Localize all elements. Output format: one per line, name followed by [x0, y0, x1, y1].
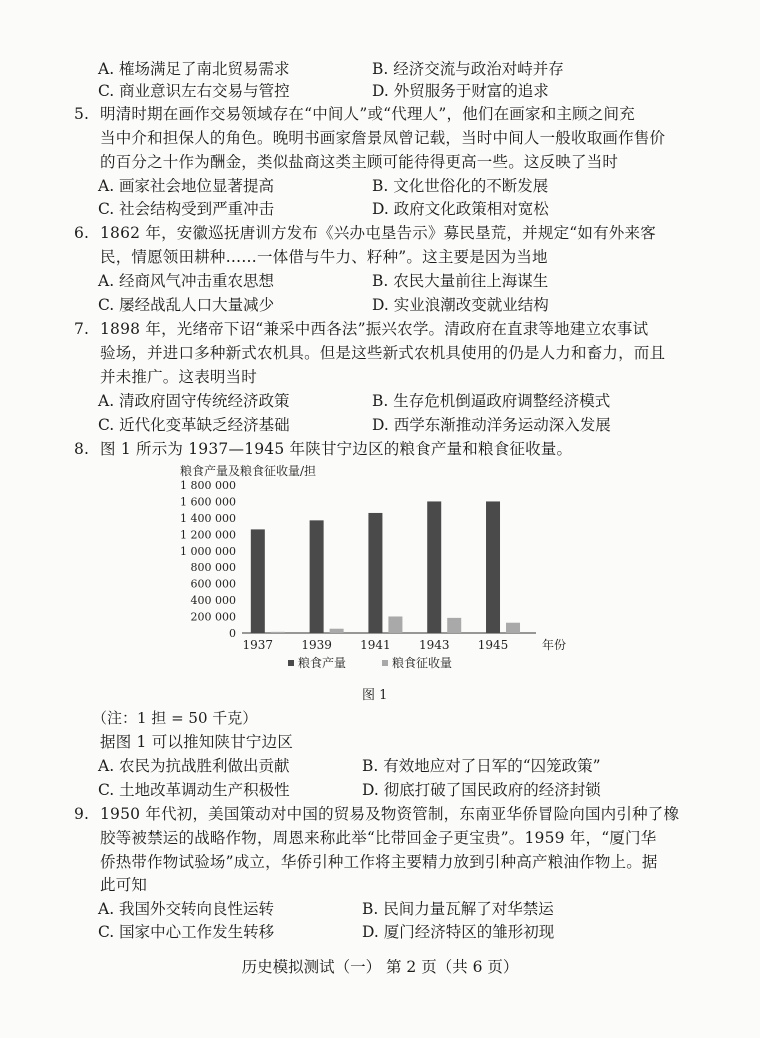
chart-legend — [288, 655, 452, 670]
bar-production — [251, 529, 265, 633]
q8-stem-line-1: 8. 图 1 所示为 1937—1945 年陕甘宁边区的粮食产量和粮食征收量。 — [74, 440, 573, 458]
q5-stem-line-3: 的百分之十作为酬金，类似盐商这类主顾可能待得更高一些。这反映了当时 — [100, 153, 619, 171]
q9-stem-line-1: 9. 1950 年代初，美国策动对中国的贸易及物资管制，东南亚华侨冒险向国内引种了橡 — [74, 805, 680, 823]
q6-stem-line-1: 6. 1862 年，安徽巡抚唐训方发布《兴办屯垦告示》募民垦荒，并规定“如有外来客 — [74, 224, 656, 242]
q6-option-a: A. 经商风气冲击重农思想 — [98, 272, 275, 290]
x-tick-label: 1945 — [477, 638, 509, 652]
q7-option-a: A. 清政府固守传统经济政策 — [98, 392, 290, 410]
q8-option-a: A. 农民为抗战胜利做出贡献 — [98, 757, 290, 775]
y-tick-label: 800 000 — [190, 561, 236, 575]
bar-levy — [447, 618, 461, 633]
bar-production — [486, 501, 500, 633]
q4-option-c: C. 商业意识左右交易与管控 — [98, 82, 290, 100]
q4-option-b: B. 经济交流与政治对峙并存 — [372, 60, 564, 78]
q5-option-a: A. 画家社会地位显著提高 — [98, 177, 275, 195]
q7-option-d: D. 西学东渐推动洋务运动深入发展 — [372, 416, 611, 434]
y-tick-label: 1 000 000 — [180, 544, 236, 558]
q8-option-d: D. 彻底打破了国民政府的经济封锁 — [362, 781, 601, 799]
legend-swatch-levy — [382, 660, 388, 666]
q4-option-a: A. 榷场满足了南北贸易需求 — [98, 60, 290, 78]
x-tick-label: 1943 — [418, 638, 450, 652]
q5-option-b: B. 文化世俗化的不断发展 — [372, 177, 549, 195]
y-tick-label: 200 000 — [190, 610, 236, 624]
bar-production — [427, 501, 441, 633]
q6-option-c: C. 屡经战乱人口大量减少 — [98, 296, 275, 314]
q7-stem-line-3: 并未推广。这表明当时 — [100, 368, 258, 386]
q7-stem-line-1: 7. 1898 年，光绪帝下诏“兼采中西各法”振兴农学。清政府在直隶等地建立农事试 — [74, 320, 649, 338]
x-tick-label: 1937 — [242, 638, 274, 652]
q6-option-d: D. 实业浪潮改变就业结构 — [372, 296, 549, 314]
legend-swatch-production — [288, 660, 294, 666]
q8-lead: 据图 1 可以推知陕甘宁边区 — [100, 733, 294, 751]
figure-caption: 图 1 — [362, 688, 388, 703]
legend-label-production: 粮食产量 — [298, 656, 347, 670]
q7-number: 7. — [74, 320, 90, 338]
q6-option-b: B. 农民大量前往上海谋生 — [372, 272, 549, 290]
q9-option-c: C. 国家中心工作发生转移 — [98, 923, 275, 941]
page-footer: 历史模拟测试（一） 第 2 页（共 6 页） — [241, 958, 519, 976]
bar-levy — [271, 632, 285, 633]
bar-production — [368, 513, 382, 633]
q9-number: 9. — [74, 805, 90, 823]
chart-bars — [251, 501, 520, 633]
y-tick-label: 400 000 — [190, 594, 236, 608]
q8-option-c: C. 土地改革调动生产积极性 — [98, 781, 290, 799]
x-tick-label: 1939 — [301, 638, 332, 652]
q5-option-c: C. 社会结构受到严重冲击 — [98, 200, 275, 218]
q9-option-d: D. 厦门经济特区的雏形初现 — [362, 923, 555, 941]
x-tick-label: 1941 — [360, 638, 391, 652]
q5-stem-line-2: 当中介和担保人的角色。晚明书画家詹景凤曾记载，当时中间人一般收取画作售价 — [100, 129, 666, 147]
q8-unit-note: （注：1 担 = 50 千克） — [92, 709, 258, 727]
y-tick-label: 0 — [229, 627, 236, 640]
q5-number: 5. — [74, 105, 90, 123]
chart-x-ticks — [243, 638, 509, 652]
q6-number: 6. — [74, 224, 90, 242]
q5-option-d: D. 政府文化政策相对宽松 — [372, 200, 549, 218]
q4-option-d: D. 外贸服务于财富的追求 — [372, 82, 549, 100]
y-tick-label: 1 600 000 — [180, 495, 236, 509]
bar-levy — [388, 616, 402, 633]
q9-stem-line-2: 胶等被禁运的战略作物，周恩来称此举“比带回金子更宝贵”。1959 年，“厦门华 — [100, 829, 657, 847]
chart-xlabel: 年份 — [542, 638, 567, 652]
q8-option-b: B. 有效地应对了日军的“囚笼政策” — [362, 757, 601, 775]
q7-stem-line-2: 验场，并进口多种新式农机具。但是这些新式农机具使用的仍是人力和畜力，而且 — [100, 344, 666, 362]
q9-stem-line-4: 此可知 — [100, 876, 148, 894]
y-tick-label: 600 000 — [190, 577, 236, 591]
q7-option-b: B. 生存危机倒逼政府调整经济模式 — [372, 392, 611, 410]
y-tick-label: 1 200 000 — [180, 528, 236, 542]
q9-option-a: A. 我国外交转向良性运转 — [98, 900, 275, 918]
bar-levy — [330, 629, 344, 633]
bar-levy — [506, 623, 520, 633]
q7-option-c: C. 近代化变革缺乏经济基础 — [98, 416, 290, 434]
chart-y-ticks — [180, 479, 236, 640]
q9-stem-line-3: 侨热带作物试验场”成立，华侨引种工作将主要精力放到引种高产粮油作物上。据 — [100, 853, 658, 871]
q5-stem-line-1: 5. 明清时期在画作交易领域存在“中间人”或“代理人”，他们在画家和主顾之间充 — [74, 105, 635, 123]
q9-option-b: B. 民间力量瓦解了对华禁运 — [362, 900, 554, 918]
legend-label-levy: 粮食征收量 — [392, 656, 453, 670]
q8-number: 8. — [74, 440, 90, 458]
q6-stem-line-2: 民，情愿领田耕种……一体借与牛力、籽种”。这主要是因为当地 — [100, 248, 548, 266]
grain-chart — [170, 463, 610, 673]
bar-production — [310, 520, 324, 633]
y-tick-label: 1 800 000 — [180, 479, 236, 492]
y-tick-label: 1 400 000 — [180, 511, 236, 525]
chart-ylabel: 粮食产量及粮食征收量/担 — [180, 464, 317, 478]
